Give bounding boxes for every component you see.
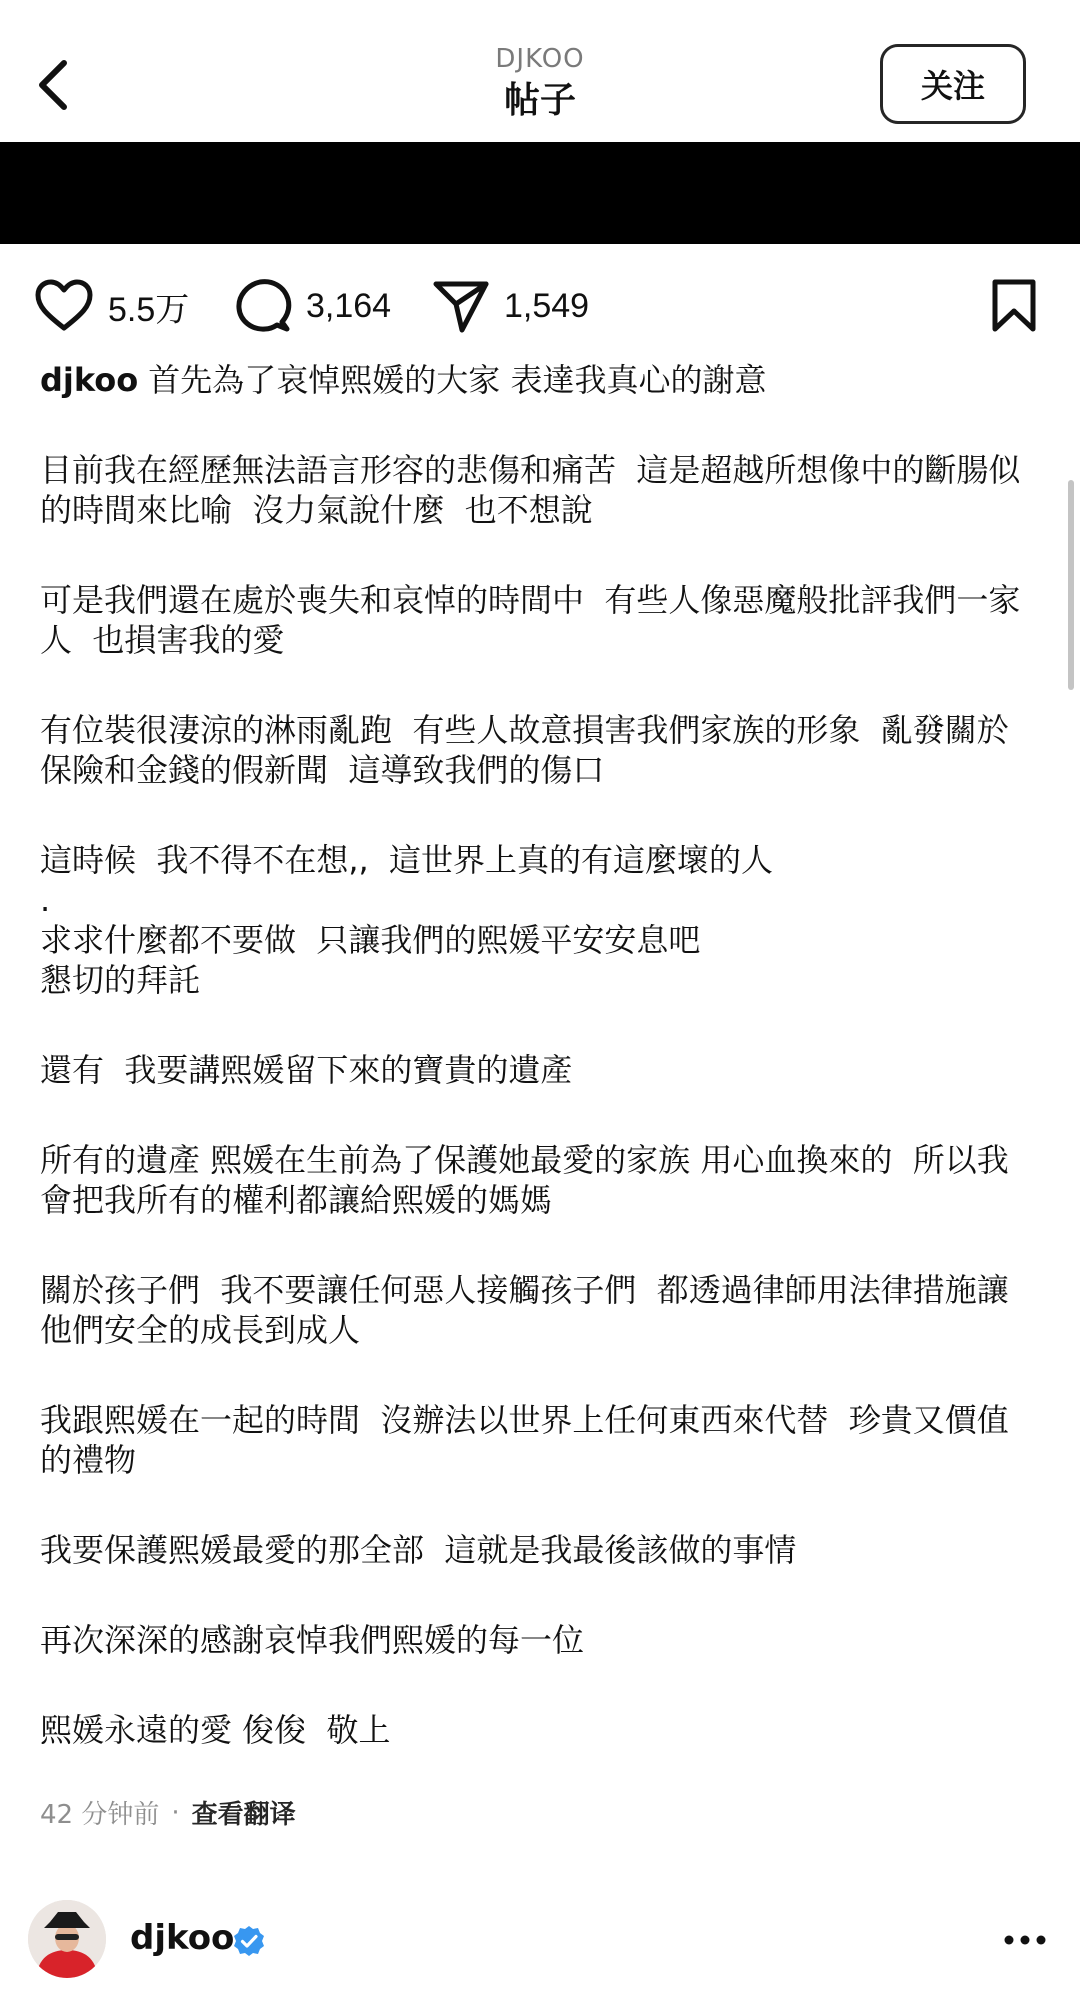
heart-icon (34, 278, 94, 334)
post-media[interactable] (0, 142, 1080, 244)
avatar-image (28, 1900, 106, 1978)
more-options-button[interactable] (1000, 1920, 1050, 1960)
author-row (0, 1898, 1080, 1984)
comment-button[interactable] (234, 270, 391, 342)
author-name[interactable]: djkoo (130, 1918, 235, 1958)
post-caption (40, 360, 1040, 1750)
paper-plane-icon (432, 278, 490, 334)
header-account: DJKOO (495, 44, 585, 74)
translate-link[interactable]: 查看翻译 (191, 1800, 296, 1830)
verified-badge-icon (232, 1924, 266, 1958)
more-dots-icon (1003, 1934, 1047, 1946)
caption-paragraph: 可是我們還在處於喪失和哀悼的時間中 有些人像惡魔般批評我們一家人 也損害我的愛 (40, 581, 1021, 659)
caption-paragraph: 這時候 我不得不在想,, 這世界上真的有這麼壞的人 (40, 841, 774, 879)
caption-paragraph: 關於孩子們 我不要讓任何惡人接觸孩子們 都透過律師用法律措施讓他們安全的成長到成人 (40, 1271, 1009, 1349)
caption-paragraph: 求求什麼都不要做 只讓我們的熙媛平安安息吧 懇切的拜託 (40, 921, 701, 999)
comment-count: 3,164 (306, 286, 392, 325)
avatar[interactable] (28, 1900, 106, 1978)
caption-head (40, 360, 1040, 400)
save-button[interactable] (990, 270, 1038, 342)
caption-paragraph: 再次深深的感謝哀悼我們熙媛的每一位 (40, 1621, 585, 1659)
post-meta (40, 1794, 296, 1831)
share-button[interactable] (432, 270, 589, 342)
top-header (0, 0, 1080, 142)
caption-username[interactable]: djkoo (40, 361, 139, 399)
scrollbar-thumb[interactable] (1068, 480, 1074, 690)
comment-icon (234, 277, 292, 335)
caption-paragraph: . (40, 881, 51, 919)
verified-badge (232, 1924, 266, 1962)
follow-button[interactable]: 关注 (880, 44, 1026, 124)
caption-first-line: 首先為了哀悼熙媛的大家 表達我真心的謝意 (148, 361, 767, 399)
bookmark-icon (990, 277, 1038, 335)
share-count: 1,549 (504, 286, 590, 325)
like-button[interactable] (34, 270, 189, 342)
caption-paragraph: 所有的遺產 熙媛在生前為了保護她最愛的家族 用心血換來的 所以我會把我所有的權利都讓給熙媛的媽媽 (40, 1141, 1009, 1219)
page-title: 帖子 (503, 80, 576, 121)
post-time: 42 分钟前 (40, 1800, 160, 1830)
meta-separator: · (171, 1797, 180, 1828)
caption-paragraph: 有位裝很淒涼的淋雨亂跑 有些人故意損害我們家族的形象 亂發關於保險和金錢的假新聞 這導致我們的傷口 (40, 711, 1009, 789)
caption-paragraph: 還有 我要講熙媛留下來的寶貴的遺產 (40, 1051, 573, 1089)
caption-paragraph: 我跟熙媛在一起的時間 沒辦法以世界上任何東西來代替 珍貴又價值的禮物 (40, 1401, 1009, 1479)
caption-paragraph: 目前我在經歷無法語言形容的悲傷和痛苦 這是超越所想像中的斷腸似的時間來比喻 沒力氣說什麼 也不想說 (40, 451, 1021, 529)
caption-paragraph: 我要保護熙媛最愛的那全部 這就是我最後該做的事情 (40, 1531, 797, 1569)
action-bar (0, 270, 1080, 342)
caption-paragraph: 熙媛永遠的愛 俊俊 敬上 (40, 1711, 391, 1749)
like-count: 5.5万 (108, 290, 190, 329)
